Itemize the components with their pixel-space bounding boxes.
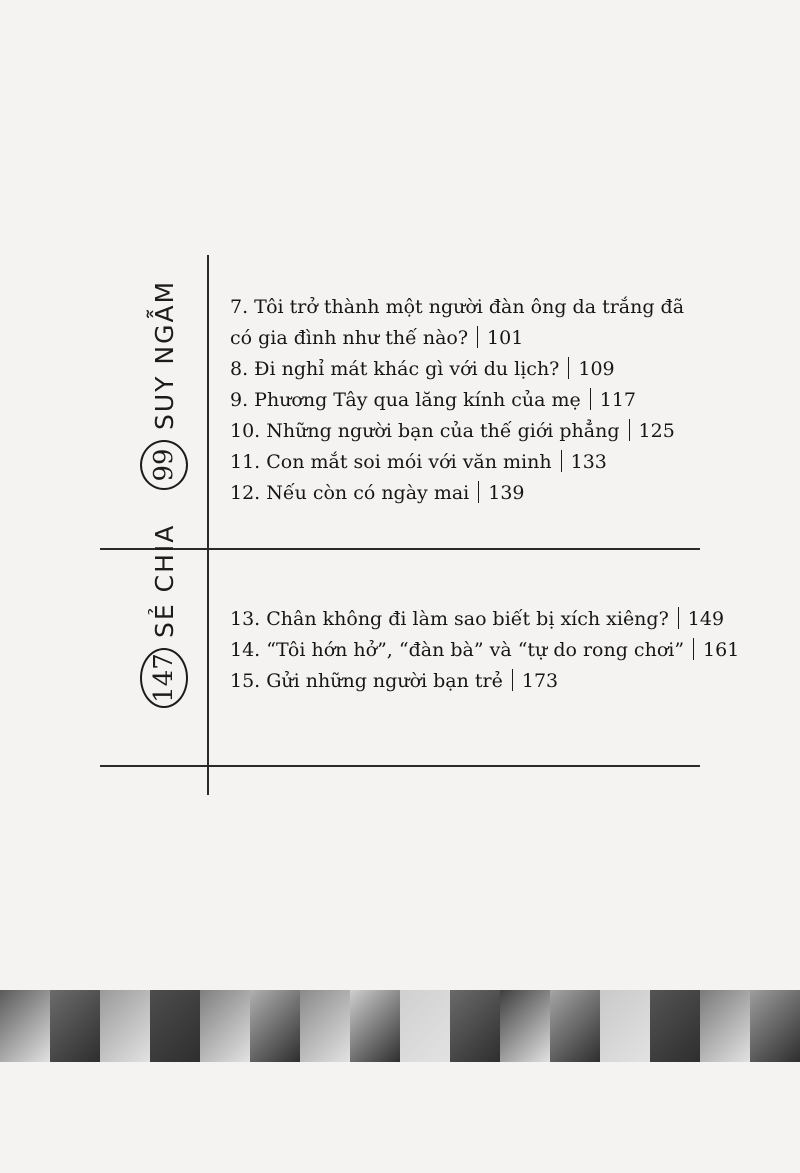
toc-entry[interactable]: 14. “Tôi hớn hở”, “đàn bà” và “tự do rong chơi” 161 [230, 639, 740, 661]
page-number: 139 [488, 482, 525, 504]
section-start-page-circle: 147 [140, 648, 188, 708]
toc-entry[interactable]: 12. Nếu còn có ngày mai 139 [230, 482, 525, 504]
bleed-through-text [95, 130, 785, 250]
toc-entry[interactable]: có gia đình như thế nào? 101 [230, 327, 524, 349]
toc-entries-se-chia [230, 604, 740, 697]
photo-thumbnail [50, 990, 100, 1062]
photo-thumbnail [200, 990, 250, 1062]
section-title: SUY NGẪM [149, 279, 179, 430]
section-divider [100, 548, 700, 550]
section-label-se-chia [140, 524, 188, 708]
toc-entry[interactable]: 8. Đi nghỉ mát khác gì với du lịch? 109 [230, 358, 615, 380]
toc-entry[interactable]: 11. Con mắt soi mói với văn minh 133 [230, 451, 607, 473]
toc-entry[interactable]: 9. Phương Tây qua lăng kính của mẹ 117 [230, 389, 637, 411]
section-start-page-circle: 99 [140, 440, 188, 490]
photo-thumbnail [400, 990, 450, 1062]
photo-thumbnail [450, 990, 500, 1062]
page-number: 101 [487, 327, 524, 349]
toc-entry[interactable]: 7. Tôi trở thành một người đàn ông da trắng đã [230, 296, 685, 318]
page-number: 161 [703, 639, 740, 661]
photo-thumbnail [100, 990, 150, 1062]
toc-entry[interactable]: 15. Gửi những người bạn trẻ 173 [230, 670, 559, 692]
page-number: 133 [570, 451, 607, 473]
photo-strip [0, 990, 800, 1062]
page-number: 173 [521, 670, 559, 692]
page-number: 109 [578, 358, 615, 380]
toc-entry[interactable]: 13. Chân không đi làm sao biết bị xích xiêng? 149 [230, 608, 725, 630]
toc-entry[interactable]: 10. Những người bạn của thế giới phẳng 125 [230, 420, 675, 442]
page-number: 125 [638, 420, 675, 442]
bottom-divider [100, 765, 700, 767]
vertical-divider [207, 255, 209, 795]
photo-thumbnail [150, 990, 200, 1062]
photo-thumbnail [250, 990, 300, 1062]
photo-thumbnail [500, 990, 550, 1062]
page-number: 149 [687, 608, 725, 630]
section-title: SẺ CHIA [149, 523, 179, 638]
page-number: 117 [599, 389, 637, 411]
photo-thumbnail [0, 990, 50, 1062]
photo-thumbnail [700, 990, 750, 1062]
photo-thumbnail [650, 990, 700, 1062]
photo-thumbnail [300, 990, 350, 1062]
photo-thumbnail [550, 990, 600, 1062]
photo-thumbnail [750, 990, 800, 1062]
photo-thumbnail [350, 990, 400, 1062]
toc-entries-suy-ngam [230, 292, 710, 509]
photo-thumbnail [600, 990, 650, 1062]
section-label-suy-ngam [140, 280, 188, 490]
